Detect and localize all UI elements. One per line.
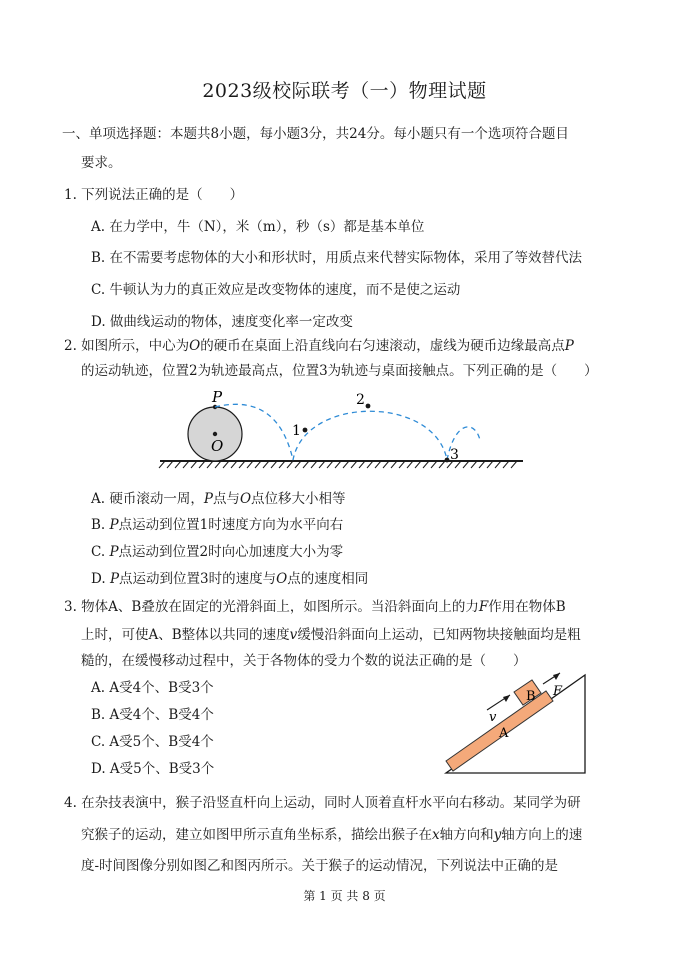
position-3-dot xyxy=(445,458,450,463)
coin-center-dot xyxy=(213,432,217,436)
q1-option-d: D. 做曲线运动的物体，速度变化率一定改变 xyxy=(91,314,353,330)
q3-stem-cont-2: 糙的，在缓慢移动过程中，关于各物体的受力个数的说法正确的是（ ） xyxy=(81,653,527,669)
q3-option-a: A. A受4个、B受3个 xyxy=(91,680,214,696)
q2-option-a: A. 硬币滚动一周，P点与O点位移大小相等 xyxy=(91,491,346,507)
q3-option-d: D. A受5个、B受3个 xyxy=(91,761,215,777)
force-f-arrowhead xyxy=(553,673,560,680)
label-p: P xyxy=(212,388,223,406)
q1-option-a: A. 在力学中，牛（N），米（m），秒（s）都是基本单位 xyxy=(91,219,425,235)
label-f: F xyxy=(553,684,563,699)
q2-stem: 2. 如图所示，中心为O的硬币在桌面上沿直线向右匀速滚动，虚线为硬币边缘最高点P xyxy=(64,338,574,354)
label-2: 2 xyxy=(356,392,365,408)
page-footer: 第 1 页 共 8 页 xyxy=(303,889,386,903)
label-o: O xyxy=(211,437,224,455)
section-heading: 一、单项选择题：本题共8小题，每小题3分，共24分。每小题只有一个选项符合题目 xyxy=(62,126,569,142)
q3-figure xyxy=(440,672,595,777)
section-heading-cont: 要求。 xyxy=(81,155,122,171)
label-1: 1 xyxy=(292,423,301,439)
q4-stem: 4. 在杂技表演中，猴子沿竖直杆向上运动，同时人顶着直杆水平向右移动。某同学为研 xyxy=(64,795,581,811)
label-b: B xyxy=(526,689,536,704)
label-v: v xyxy=(489,710,497,725)
page-title: 2023级校际联考（一）物理试题 xyxy=(202,80,487,102)
q2-option-c: C. P点运动到位置2时向心加速度大小为零 xyxy=(91,544,344,560)
q2-option-d: D. P点运动到位置3时的速度与O点的速度相同 xyxy=(91,571,369,587)
q3-option-c: C. A受5个、B受4个 xyxy=(91,734,214,750)
label-3: 3 xyxy=(450,447,459,463)
q1-option-c: C. 牛顿认为力的真正效应是改变物体的速度，而不是使之运动 xyxy=(91,282,461,298)
label-a: A xyxy=(499,726,509,741)
q3-option-b: B. A受4个、B受4个 xyxy=(91,707,214,723)
cycloid-trajectory xyxy=(215,404,480,460)
q3-stem: 3. 物体A、B叠放在固定的光滑斜面上，如图所示。当沿斜面向上的力F作用在物体B xyxy=(64,599,566,615)
q1-option-b: B. 在不需要考虑物体的大小和形状时，用质点来代替实际物体，采用了等效替代法 xyxy=(91,250,583,266)
q2-figure xyxy=(155,385,530,475)
q2-option-b: B. P点运动到位置1时速度方向为水平向右 xyxy=(91,517,344,533)
velocity-v-arrowhead xyxy=(503,695,510,702)
q2-stem-cont: 的运动轨迹，位置2为轨迹最高点，位置3为轨迹与桌面接触点。下列正确的是（ ） xyxy=(81,363,598,379)
q4-stem-cont-2: 度-时间图像分别如图乙和图丙所示。关于猴子的运动情况，下列说法中正确的是 xyxy=(81,858,559,874)
position-2-dot xyxy=(366,404,371,409)
q1-stem: 1. 下列说法正确的是（ ） xyxy=(64,187,244,203)
q3-stem-cont: 上时，可使A、B整体以共同的速度v缓慢沿斜面向上运动，已知两物块接触面均是粗 xyxy=(81,627,581,643)
q4-stem-cont: 究猴子的运动，建立如图甲所示直角坐标系，描绘出猴子在x轴方向和y轴方向上的速 xyxy=(81,827,583,843)
table-hatching xyxy=(159,461,517,468)
position-1-dot xyxy=(303,428,308,433)
